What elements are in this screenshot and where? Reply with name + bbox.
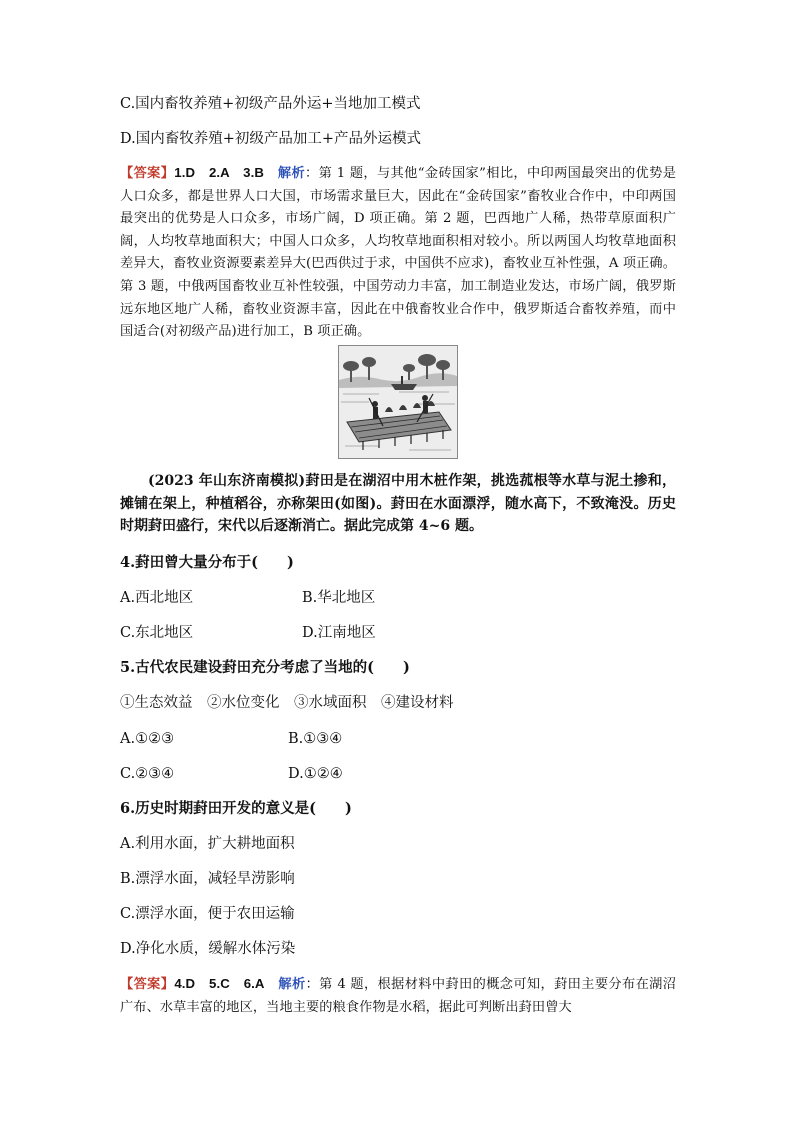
fengtian-illustration-drawing [339, 346, 457, 458]
question-5-option-b[interactable]: B.①③④ [288, 731, 343, 747]
analysis-label: 解析 [277, 166, 306, 181]
question-6-option-c[interactable]: C.漂浮水面，便于农田运输 [120, 906, 295, 922]
question-4-option-b[interactable]: B.华北地区 [302, 590, 376, 606]
material-stem-text: (2023 年山东济南模拟)葑田是在湖沼中用木桩作架，挑选菰根等水草与泥土掺和，摊铺在架上，种植稻谷，亦称架田(如图)。葑田在水面漂浮，随水高下，不致淹没。历史时期葑田盛行，宋代以后逐渐消亡。据此完成第 4~6 题。 [120, 473, 676, 535]
question-4-option-a[interactable]: A.西北地区 [120, 590, 194, 606]
question-5-stem: 5.古代农民建设葑田充分考虑了当地的( ) [120, 659, 410, 676]
question-6-option-d[interactable]: D.净化水质，缓解水体污染 [120, 941, 296, 957]
question-5-option-a[interactable]: A.①②③ [120, 731, 175, 747]
answer-block-1 [120, 162, 676, 344]
question-6-stem: 6.历史时期葑田开发的意义是( ) [120, 800, 352, 817]
question-5-option-d[interactable]: D.①②④ [288, 766, 343, 782]
option-d-prev: D.国内畜牧养殖+初级产品加工+产品外运模式 [120, 131, 422, 147]
option-c-prev: C.国内畜牧养殖+初级产品外运+当地加工模式 [120, 96, 421, 112]
question-4-option-c[interactable]: C.东北地区 [120, 625, 194, 641]
answer-tag: 【答案】 [120, 166, 175, 181]
material-stem [120, 470, 676, 538]
answer-block-2 [120, 973, 676, 1019]
analysis-text: ：第 1 题，与其他“金砖国家”相比，中印两国最突出的优势是人口众多，都是世界人口大国，市场需求量巨大，因此在“金砖国家”畜牧业合作中，中印两国最突出的优势是人口众多，市场广阔，D 项正确。第 2 题，巴西地广人稀，热带草原面积广阔，人均牧草地面积大；中国人口众多，人均牧草地面积相对较小。所以两国人均牧草地面积差异大，畜牧业资源要素差异大(巴西供过于求，中国供不应求)，畜牧业互补性强，A 项正确。第 3 题，中俄两国畜牧业互补性较强，中国劳动力丰富，加工制造业发达，市场广阔，俄罗斯远东地区地广人稀，畜牧业资源丰富，因此在中俄畜牧业合作中，俄罗斯适合畜牧养殖，而中国适合(对初级产品)进行加工，B 项正确。 [120, 166, 676, 340]
question-5-option-c[interactable]: C.②③④ [120, 766, 175, 782]
question-4-option-d[interactable]: D.江南地区 [302, 625, 376, 641]
question-5-items: ①生态效益 ②水位变化 ③水域面积 ④建设材料 [120, 695, 454, 711]
question-4-stem: 4.葑田曾大量分布于( ) [120, 554, 294, 571]
analysis-text: ：第 4 题，根据材料中葑田的概念可知，葑田主要分布在湖沼广布、水草丰富的地区，当地主要的粮食作物是水稻，据此可判断出葑田曾大 [120, 977, 677, 1015]
fengtian-illustration [338, 345, 458, 459]
analysis-label: 解析 [278, 977, 306, 992]
answer-values: 4.D 5.C 6.A [174, 976, 265, 991]
answer-values: 1.D 2.A 3.B [174, 165, 264, 180]
question-6-option-b[interactable]: B.漂浮水面，减轻旱涝影响 [120, 871, 295, 887]
answer-tag: 【答案】 [120, 977, 175, 992]
question-6-option-a[interactable]: A.利用水面，扩大耕地面积 [120, 836, 295, 852]
